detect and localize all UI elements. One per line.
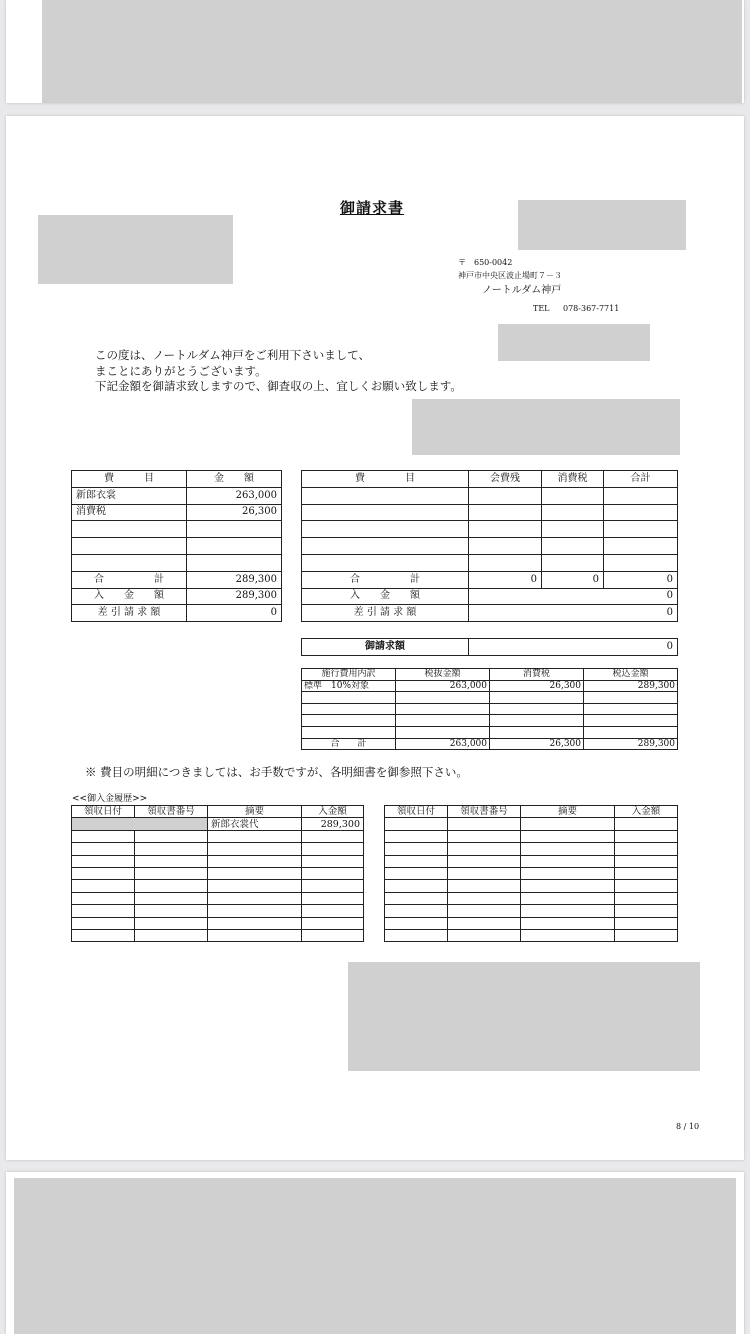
table-row <box>72 554 282 571</box>
empty-cell <box>521 929 615 941</box>
empty-cell <box>135 867 208 879</box>
empty-cell <box>385 867 448 879</box>
header-breakdown: 施行費用内訳 <box>302 669 396 681</box>
greeting-line-3: 下記金額を御請求致しますので、御査収の上、宜しくお願い致します。 <box>95 379 462 393</box>
empty-cell <box>385 917 448 929</box>
empty-cell <box>521 818 615 830</box>
table-row <box>72 487 282 504</box>
empty-cell <box>302 487 469 504</box>
empty-cell <box>521 917 615 929</box>
header-date: 領収日付 <box>72 806 135 818</box>
empty-cell <box>302 830 364 842</box>
total-row <box>302 571 678 588</box>
empty-cell <box>135 905 208 917</box>
header-amount: 金 額 <box>187 471 282 488</box>
empty-cell <box>469 521 542 538</box>
empty-cell <box>302 692 396 704</box>
total-sum: 0 <box>604 571 678 588</box>
table-row <box>302 554 678 571</box>
empty-cell <box>469 538 542 555</box>
empty-cell <box>521 892 615 904</box>
header-pretax: 税抜金額 <box>396 669 490 681</box>
empty-cell <box>448 929 521 941</box>
empty-cell <box>521 830 615 842</box>
breakdown-cell: 標準 10%対象 <box>302 680 396 692</box>
table-row <box>302 669 678 681</box>
item-cell <box>72 538 187 555</box>
item-cell <box>72 521 187 538</box>
empty-cell <box>448 892 521 904</box>
total-tax: 26,300 <box>490 738 584 750</box>
empty-cell <box>302 726 396 738</box>
empty-cell <box>615 855 678 867</box>
empty-cell <box>615 818 678 830</box>
company-name: ノートルダム神戸 <box>482 285 562 296</box>
empty-cell <box>135 880 208 892</box>
empty-cell <box>72 892 135 904</box>
empty-cell <box>469 487 542 504</box>
redacted-block <box>14 1178 736 1334</box>
empty-cell <box>208 929 302 941</box>
empty-cell <box>615 917 678 929</box>
greeting-line-2: まことにありがとうございます。 <box>95 364 267 378</box>
header-tax: 消費税 <box>490 669 584 681</box>
empty-cell <box>208 917 302 929</box>
table-row <box>302 715 678 727</box>
paid-label: 入 金 額 <box>302 588 469 605</box>
empty-cell <box>208 892 302 904</box>
table-row <box>302 487 678 504</box>
address: 神戸市中央区波止場町７－３ <box>458 271 562 280</box>
invoice-amount-label: 御請求額 <box>302 639 469 656</box>
total-membership-balance: 0 <box>469 571 542 588</box>
amount-cell: 263,000 <box>187 487 282 504</box>
table-row <box>72 917 364 929</box>
table-row <box>302 538 678 555</box>
header-amount: 入金額 <box>302 806 364 818</box>
balance-label: 差 引 請 求 額 <box>72 605 187 622</box>
header-amount: 入金額 <box>615 806 678 818</box>
redacted-footer-box <box>348 962 700 1071</box>
tel-number: 078-367-7711 <box>563 304 620 313</box>
table-row <box>72 929 364 941</box>
header-memo: 摘要 <box>208 806 302 818</box>
empty-cell <box>615 892 678 904</box>
membership-fee-table <box>301 470 678 622</box>
balance-row <box>72 605 282 622</box>
empty-cell <box>448 843 521 855</box>
empty-cell <box>385 892 448 904</box>
empty-cell <box>396 692 490 704</box>
header-receipt-no: 領収書番号 <box>448 806 521 818</box>
empty-cell <box>302 917 364 929</box>
empty-cell <box>72 880 135 892</box>
header-total: 合計 <box>604 471 678 488</box>
empty-cell <box>448 830 521 842</box>
table-row <box>302 680 678 692</box>
balance-label: 差 引 請 求 額 <box>302 605 469 622</box>
table-row <box>72 521 282 538</box>
empty-cell <box>448 880 521 892</box>
amount-cell: 26,300 <box>187 504 282 521</box>
empty-cell <box>604 538 678 555</box>
empty-cell <box>490 726 584 738</box>
empty-cell <box>72 843 135 855</box>
empty-cell <box>469 554 542 571</box>
fax-line <box>533 317 625 324</box>
empty-cell <box>208 843 302 855</box>
total-row <box>302 738 678 750</box>
header-date: 領収日付 <box>385 806 448 818</box>
page-number: 8 / 10 <box>676 1122 700 1131</box>
empty-cell <box>385 880 448 892</box>
empty-cell <box>584 703 678 715</box>
empty-cell <box>469 504 542 521</box>
empty-cell <box>302 892 364 904</box>
paid-row <box>302 588 678 605</box>
empty-cell <box>72 867 135 879</box>
empty-cell <box>208 855 302 867</box>
empty-cell <box>385 929 448 941</box>
balance-value: 0 <box>187 605 282 622</box>
table-row <box>385 843 678 855</box>
total-value: 289,300 <box>187 571 282 588</box>
empty-cell <box>396 715 490 727</box>
empty-cell <box>208 867 302 879</box>
table-row <box>302 726 678 738</box>
empty-cell <box>72 830 135 842</box>
empty-cell <box>385 855 448 867</box>
redacted-block <box>42 0 742 103</box>
empty-cell <box>542 521 604 538</box>
empty-cell <box>302 929 364 941</box>
empty-cell <box>542 554 604 571</box>
redacted-seal <box>498 324 650 361</box>
empty-cell <box>135 917 208 929</box>
table-row <box>385 818 678 830</box>
empty-cell <box>385 843 448 855</box>
header-tax: 消費税 <box>542 471 604 488</box>
redacted-recipient <box>38 215 233 284</box>
empty-cell <box>302 504 469 521</box>
empty-cell <box>135 855 208 867</box>
amount-cell <box>187 554 282 571</box>
table-row <box>302 504 678 521</box>
empty-cell <box>385 818 448 830</box>
payment-history-label: <<御入金履歴>> <box>72 794 148 804</box>
empty-cell <box>385 830 448 842</box>
header-item: 費 目 <box>302 471 469 488</box>
header-item: 費 目 <box>72 471 187 488</box>
empty-cell <box>521 880 615 892</box>
empty-cell <box>302 905 364 917</box>
empty-cell <box>135 843 208 855</box>
payment-history-table-right <box>384 805 678 942</box>
empty-cell <box>490 715 584 727</box>
table-row <box>72 471 282 488</box>
table-row <box>385 917 678 929</box>
empty-cell <box>615 867 678 879</box>
empty-cell <box>208 830 302 842</box>
empty-cell <box>448 855 521 867</box>
postal-code: 〒 650-0042 <box>458 258 513 267</box>
empty-cell <box>396 703 490 715</box>
table-row <box>302 521 678 538</box>
invoice-amount-value: 0 <box>469 639 678 656</box>
paid-label: 入 金 額 <box>72 588 187 605</box>
empty-cell <box>72 855 135 867</box>
header-membership-balance: 会費残 <box>469 471 542 488</box>
empty-cell <box>615 843 678 855</box>
total-row <box>72 571 282 588</box>
empty-cell <box>584 726 678 738</box>
table-row <box>302 703 678 715</box>
table-row <box>385 905 678 917</box>
taxincl-cell: 289,300 <box>584 680 678 692</box>
table-row <box>72 538 282 555</box>
amount-cell: 289,300 <box>302 818 364 830</box>
table-row <box>385 830 678 842</box>
table-row <box>302 471 678 488</box>
empty-cell <box>302 867 364 879</box>
table-row <box>385 929 678 941</box>
empty-cell <box>542 487 604 504</box>
empty-cell <box>302 703 396 715</box>
empty-cell <box>448 917 521 929</box>
table-row <box>72 806 364 818</box>
empty-cell <box>542 538 604 555</box>
empty-cell <box>490 692 584 704</box>
redacted-stamp <box>518 200 686 250</box>
empty-cell <box>604 554 678 571</box>
empty-cell <box>72 905 135 917</box>
detail-note: ※ 費目の明細につきましては、お手数ですが、各明細書を御参照下さい。 <box>85 765 468 779</box>
tax-breakdown-table <box>301 668 678 750</box>
empty-cell <box>72 929 135 941</box>
table-row <box>385 880 678 892</box>
empty-cell <box>302 715 396 727</box>
expense-summary-table <box>71 470 282 622</box>
empty-cell <box>72 917 135 929</box>
item-cell <box>72 554 187 571</box>
empty-cell <box>490 703 584 715</box>
total-tax: 0 <box>542 571 604 588</box>
empty-cell <box>135 929 208 941</box>
paid-row <box>72 588 282 605</box>
table-row <box>72 867 364 879</box>
empty-cell <box>615 905 678 917</box>
redacted-box <box>412 399 680 455</box>
empty-cell <box>302 880 364 892</box>
document-title: 御請求書 <box>340 199 405 217</box>
balance-row <box>302 605 678 622</box>
empty-cell <box>521 905 615 917</box>
greeting-line-1: この度は、ノートルダム神戸をご利用下さいまして、 <box>95 348 370 362</box>
empty-cell <box>584 715 678 727</box>
item-cell: 新郎衣裳 <box>72 487 187 504</box>
empty-cell <box>521 843 615 855</box>
empty-cell <box>208 905 302 917</box>
table-row <box>302 692 678 704</box>
table-row <box>385 892 678 904</box>
table-row <box>385 867 678 879</box>
paid-value: 289,300 <box>187 588 282 605</box>
table-row <box>72 892 364 904</box>
table-row <box>72 880 364 892</box>
previous-page <box>6 0 744 103</box>
total-label: 合 計 <box>302 571 469 588</box>
empty-cell <box>521 867 615 879</box>
empty-cell <box>302 855 364 867</box>
redacted-date-receipt <box>72 818 208 830</box>
table-row <box>302 639 678 656</box>
amount-cell <box>187 521 282 538</box>
empty-cell <box>604 504 678 521</box>
empty-cell <box>302 843 364 855</box>
payment-history-table-left <box>71 805 364 942</box>
pretax-cell: 263,000 <box>396 680 490 692</box>
total-taxincl: 289,300 <box>584 738 678 750</box>
table-row <box>72 855 364 867</box>
table-row <box>72 843 364 855</box>
empty-cell <box>302 521 469 538</box>
total-pretax: 263,000 <box>396 738 490 750</box>
empty-cell <box>542 504 604 521</box>
total-label: 合 計 <box>72 571 187 588</box>
empty-cell <box>208 880 302 892</box>
empty-cell <box>396 726 490 738</box>
table-row <box>72 905 364 917</box>
empty-cell <box>302 554 469 571</box>
empty-cell <box>604 521 678 538</box>
table-row <box>72 830 364 842</box>
empty-cell <box>584 692 678 704</box>
empty-cell <box>615 929 678 941</box>
memo-cell: 新郎衣裳代 <box>208 818 302 830</box>
empty-cell <box>448 818 521 830</box>
empty-cell <box>615 880 678 892</box>
empty-cell <box>448 867 521 879</box>
empty-cell <box>615 830 678 842</box>
empty-cell <box>448 905 521 917</box>
empty-cell <box>385 905 448 917</box>
empty-cell <box>521 855 615 867</box>
header-taxincl: 税込金額 <box>584 669 678 681</box>
empty-cell <box>135 830 208 842</box>
empty-cell <box>604 487 678 504</box>
header-memo: 摘要 <box>521 806 615 818</box>
empty-cell <box>135 892 208 904</box>
paid-value: 0 <box>469 588 678 605</box>
header-receipt-no: 領収書番号 <box>135 806 208 818</box>
empty-cell <box>302 538 469 555</box>
balance-value: 0 <box>469 605 678 622</box>
tel-label: TEL <box>533 304 550 313</box>
table-row <box>72 504 282 521</box>
item-cell: 消費税 <box>72 504 187 521</box>
table-row <box>385 855 678 867</box>
total-label: 合 計 <box>302 738 396 750</box>
table-row <box>72 818 364 830</box>
next-page <box>6 1172 744 1334</box>
tax-cell: 26,300 <box>490 680 584 692</box>
invoice-amount-box <box>301 638 678 656</box>
amount-cell <box>187 538 282 555</box>
table-row <box>385 806 678 818</box>
